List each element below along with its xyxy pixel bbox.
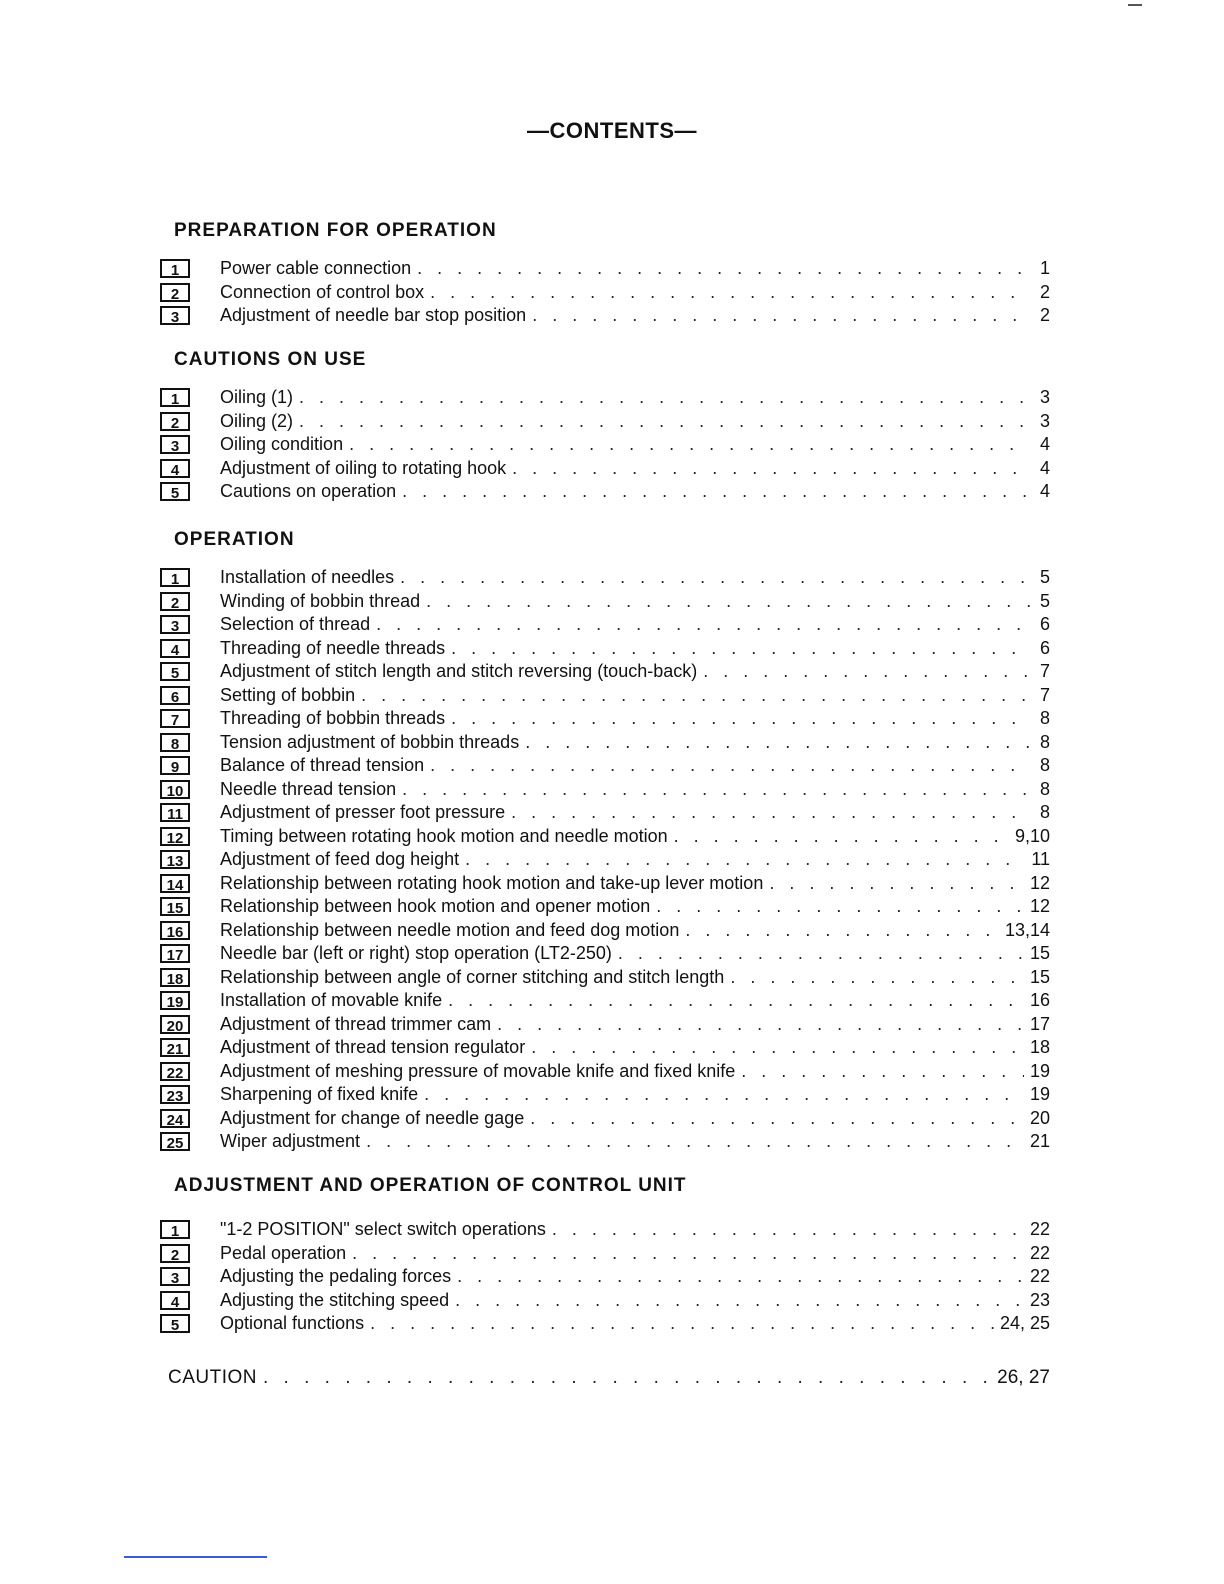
- dot-leader: [402, 480, 1030, 504]
- dot-leader: [299, 386, 1030, 410]
- item-label: Adjustment of thread tension regulator: [220, 1037, 526, 1057]
- item-label: Adjustment of presser foot pressure: [220, 802, 506, 822]
- section-entries: [160, 386, 1050, 504]
- toc-entry[interactable]: [160, 895, 1050, 919]
- page-number: 1: [1039, 258, 1050, 278]
- toc-entry[interactable]: [160, 942, 1050, 966]
- item-label: Winding of bobbin thread: [220, 590, 421, 611]
- item-number: 2: [160, 283, 190, 302]
- item-label: Oiling (2): [220, 410, 294, 431]
- section-entries: [160, 1218, 1050, 1336]
- toc-entry[interactable]: [160, 1130, 1050, 1154]
- item-label: Wiper adjustment: [220, 1131, 361, 1151]
- toc-entry[interactable]: [160, 613, 1050, 637]
- page-number: 22: [1029, 1242, 1050, 1263]
- item-label: Threading of needle threads: [220, 637, 446, 658]
- section-entries: [160, 257, 1050, 328]
- toc-entry[interactable]: [160, 825, 1050, 849]
- page-number: 8: [1039, 708, 1050, 728]
- item-number: 7: [160, 709, 190, 728]
- toc-entry[interactable]: [160, 1218, 1050, 1242]
- item-number: 18: [160, 968, 190, 987]
- dot-leader: [352, 1242, 1024, 1266]
- page-number: 17: [1029, 1013, 1050, 1034]
- item-number: 22: [160, 1062, 190, 1081]
- page-number: 2: [1039, 305, 1050, 325]
- item-number: 14: [160, 874, 190, 893]
- page-number: 5: [1039, 567, 1050, 587]
- dot-leader: [530, 1107, 1024, 1131]
- item-number: 5: [160, 482, 190, 501]
- item-number: 2: [160, 592, 190, 611]
- page-number: 8: [1039, 802, 1050, 822]
- item-label: Balance of thread tension: [220, 755, 425, 775]
- page-number: 6: [1039, 637, 1050, 658]
- dot-leader: [370, 1312, 994, 1336]
- item-number: 9: [160, 756, 190, 775]
- toc-entry[interactable]: [160, 801, 1050, 825]
- section-heading: PREPARATION FOR OPERATION: [174, 220, 497, 241]
- dot-leader: [618, 942, 1024, 966]
- item-label: Pedal operation: [220, 1242, 347, 1263]
- item-label: Needle thread tension: [220, 778, 397, 799]
- page-number: 3: [1039, 387, 1050, 407]
- page-number: 15: [1029, 943, 1050, 963]
- dot-leader: [730, 966, 1024, 990]
- dot-leader: [366, 1130, 1024, 1154]
- item-number: 2: [160, 412, 190, 431]
- dot-leader: [511, 801, 1030, 825]
- item-number: 24: [160, 1109, 190, 1128]
- dot-leader: [674, 825, 1009, 849]
- dot-leader: [451, 637, 1030, 661]
- toc-entry[interactable]: [160, 1289, 1050, 1313]
- section-entries: [160, 566, 1050, 1154]
- toc-entry[interactable]: [160, 660, 1050, 684]
- item-label: Setting of bobbin: [220, 684, 356, 705]
- toc-entry[interactable]: [160, 684, 1050, 708]
- page-number: 18: [1029, 1037, 1050, 1057]
- item-number: 12: [160, 827, 190, 846]
- page-number: 4: [1039, 457, 1050, 478]
- page-number: 12: [1029, 896, 1050, 916]
- item-number: 2: [160, 1244, 190, 1263]
- item-label: Oiling condition: [220, 434, 344, 454]
- item-number: 20: [160, 1015, 190, 1034]
- item-label: Sharpening of fixed knife: [220, 1084, 419, 1104]
- toc-entry[interactable]: [160, 754, 1050, 778]
- toc-entry[interactable]: [160, 966, 1050, 990]
- item-number: 10: [160, 780, 190, 799]
- dot-leader: [376, 613, 1030, 637]
- section-cautions-on-use: [160, 348, 1050, 504]
- toc-entry[interactable]: [160, 386, 1050, 410]
- toc-entry[interactable]: [160, 1107, 1050, 1131]
- toc-entry[interactable]: [160, 566, 1050, 590]
- page-number: 19: [1029, 1060, 1050, 1081]
- page-number: 7: [1039, 661, 1050, 681]
- toc-entry[interactable]: [160, 1060, 1050, 1084]
- item-number: 21: [160, 1038, 190, 1057]
- item-number: 13: [160, 850, 190, 869]
- item-number: 1: [160, 1220, 190, 1239]
- item-number: 6: [160, 686, 190, 705]
- item-label: Adjustment of stitch length and stitch reversing (touch-back): [220, 661, 698, 681]
- page-number: 21: [1029, 1131, 1050, 1151]
- caution-label: CAUTION: [168, 1367, 257, 1388]
- dot-leader: [417, 257, 1030, 281]
- item-number: 3: [160, 435, 190, 454]
- dot-leader: [451, 707, 1030, 731]
- item-number: 4: [160, 639, 190, 658]
- item-number: 16: [160, 921, 190, 940]
- page-number: 8: [1039, 755, 1050, 775]
- dot-leader: [685, 919, 999, 943]
- dot-leader: [430, 754, 1030, 778]
- page-number: 19: [1029, 1084, 1050, 1104]
- dot-leader: [455, 1289, 1024, 1313]
- dot-leader: [497, 1013, 1024, 1037]
- page-number: 4: [1039, 434, 1050, 454]
- toc-entry[interactable]: [160, 304, 1050, 328]
- toc-entry[interactable]: [160, 919, 1050, 943]
- toc-entry[interactable]: [160, 1312, 1050, 1336]
- dot-leader: [525, 731, 1030, 755]
- toc-entry[interactable]: [160, 731, 1050, 755]
- page-number: 12: [1029, 872, 1050, 893]
- toc-entry[interactable]: [160, 480, 1050, 504]
- item-number: 5: [160, 662, 190, 681]
- corner-mark: [1128, 4, 1142, 6]
- item-label: Adjustment of oiling to rotating hook: [220, 457, 507, 478]
- page-number: 5: [1039, 590, 1050, 611]
- toc-entry[interactable]: [160, 590, 1050, 614]
- item-label: Adjustment of thread trimmer cam: [220, 1013, 492, 1034]
- section-preparation: [160, 219, 1050, 328]
- item-label: Installation of needles: [220, 567, 395, 587]
- dot-leader: [400, 566, 1030, 590]
- dot-leader: [361, 684, 1030, 708]
- footer-rule: [124, 1556, 267, 1558]
- toc-entry[interactable]: [160, 778, 1050, 802]
- section-heading: CAUTIONS ON USE: [174, 349, 367, 370]
- item-label: Needle bar (left or right) stop operation (LT2-250): [220, 943, 612, 963]
- item-label: Adjusting the stitching speed: [220, 1289, 450, 1310]
- toc-entry[interactable]: [160, 410, 1050, 434]
- item-number: 3: [160, 615, 190, 634]
- dot-leader: [741, 1060, 1024, 1084]
- page-number: 20: [1029, 1107, 1050, 1128]
- dot-leader: [552, 1218, 1024, 1242]
- dot-leader: [424, 1083, 1024, 1107]
- item-label: Optional functions: [220, 1313, 365, 1333]
- item-label: Relationship between angle of corner stitching and stitch length: [220, 966, 725, 987]
- item-number: 3: [160, 1267, 190, 1286]
- item-label: Adjustment of needle bar stop position: [220, 305, 527, 325]
- toc-entry[interactable]: [160, 848, 1050, 872]
- page-number: 8: [1039, 731, 1050, 752]
- section-heading: ADJUSTMENT AND OPERATION OF CONTROL UNIT: [174, 1175, 687, 1196]
- toc-entry[interactable]: [160, 1242, 1050, 1266]
- page-number: 8: [1039, 778, 1050, 799]
- item-label: Adjustment of feed dog height: [220, 849, 460, 869]
- toc-entry[interactable]: [160, 1013, 1050, 1037]
- toc-entry[interactable]: [160, 989, 1050, 1013]
- toc-entry[interactable]: [160, 872, 1050, 896]
- section-heading: OPERATION: [174, 529, 295, 550]
- page-number: 16: [1029, 990, 1050, 1010]
- dot-leader: [703, 660, 1030, 684]
- item-label: Adjustment of meshing pressure of movable knife and fixed knife: [220, 1060, 736, 1081]
- toc-entry[interactable]: [160, 1036, 1050, 1060]
- dot-leader: [402, 778, 1030, 802]
- item-number: 17: [160, 944, 190, 963]
- item-number: 11: [160, 803, 190, 822]
- item-number: 15: [160, 897, 190, 916]
- dot-leader: [465, 848, 1025, 872]
- toc-entry[interactable]: [160, 257, 1050, 281]
- item-number: 19: [160, 991, 190, 1010]
- item-label: Relationship between needle motion and feed dog motion: [220, 919, 680, 940]
- item-label: Threading of bobbin threads: [220, 708, 446, 728]
- item-number: 8: [160, 733, 190, 752]
- item-number: 3: [160, 306, 190, 325]
- page-number: 7: [1039, 684, 1050, 705]
- dot-leader: [457, 1265, 1024, 1289]
- section-control-unit: [160, 1174, 1050, 1336]
- page-number: 15: [1029, 966, 1050, 987]
- dot-leader: [769, 872, 1024, 896]
- item-label: Cautions on operation: [220, 481, 397, 501]
- item-label: Adjusting the pedaling forces: [220, 1266, 452, 1286]
- item-label: "1-2 POSITION" select switch operations: [220, 1219, 546, 1239]
- toc-entry[interactable]: [160, 433, 1050, 457]
- item-number: 5: [160, 1314, 190, 1333]
- toc-entry[interactable]: [160, 1265, 1050, 1289]
- dot-leader: [299, 410, 1030, 434]
- dot-leader: [531, 1036, 1024, 1060]
- item-label: Selection of thread: [220, 614, 371, 634]
- page-number: 22: [1029, 1219, 1050, 1239]
- dot-leader: [426, 590, 1030, 614]
- item-label: Oiling (1): [220, 387, 294, 407]
- item-number: 1: [160, 259, 190, 278]
- dot-leader: [448, 989, 1024, 1013]
- item-label: Relationship between hook motion and opener motion: [220, 896, 651, 916]
- dot-leader: [532, 304, 1030, 328]
- page-number: 26, 27: [997, 1367, 1050, 1388]
- page-title: —CONTENTS—: [527, 118, 697, 143]
- item-number: 23: [160, 1085, 190, 1104]
- item-label: Power cable connection: [220, 258, 412, 278]
- toc-entry[interactable]: [160, 707, 1050, 731]
- dot-leader: [656, 895, 1024, 919]
- item-label: Relationship between rotating hook motion and take-up lever motion: [220, 872, 764, 893]
- item-label: Installation of movable knife: [220, 990, 443, 1010]
- section-operation: [160, 528, 1050, 1154]
- item-number: 4: [160, 459, 190, 478]
- page-number: 11: [1031, 849, 1050, 869]
- item-number: 4: [160, 1291, 190, 1310]
- item-label: Adjustment for change of needle gage: [220, 1107, 525, 1128]
- toc-entry[interactable]: [160, 637, 1050, 661]
- item-label: Timing between rotating hook motion and needle motion: [220, 825, 668, 846]
- dot-leader: [263, 1366, 991, 1390]
- dot-leader: [430, 281, 1030, 305]
- toc-entry[interactable]: [160, 457, 1050, 481]
- item-label: Tension adjustment of bobbin threads: [220, 731, 520, 752]
- page-number: 2: [1039, 281, 1050, 302]
- page-number: 6: [1039, 614, 1050, 634]
- toc-entry[interactable]: [160, 1083, 1050, 1107]
- dot-leader: [512, 457, 1030, 481]
- page-number: 4: [1039, 481, 1050, 501]
- page-number: 3: [1039, 410, 1050, 431]
- page-number: 23: [1029, 1289, 1050, 1310]
- page-number: 22: [1029, 1266, 1050, 1286]
- page-number: 9,10: [1014, 825, 1050, 846]
- page-number: 13,14: [1004, 919, 1050, 940]
- item-number: 1: [160, 388, 190, 407]
- page-number: 24, 25: [999, 1313, 1050, 1333]
- caution-entry[interactable]: [168, 1366, 1050, 1390]
- item-number: 25: [160, 1132, 190, 1151]
- dot-leader: [349, 433, 1030, 457]
- toc-entry[interactable]: [160, 281, 1050, 305]
- item-number: 1: [160, 568, 190, 587]
- item-label: Connection of control box: [220, 281, 425, 302]
